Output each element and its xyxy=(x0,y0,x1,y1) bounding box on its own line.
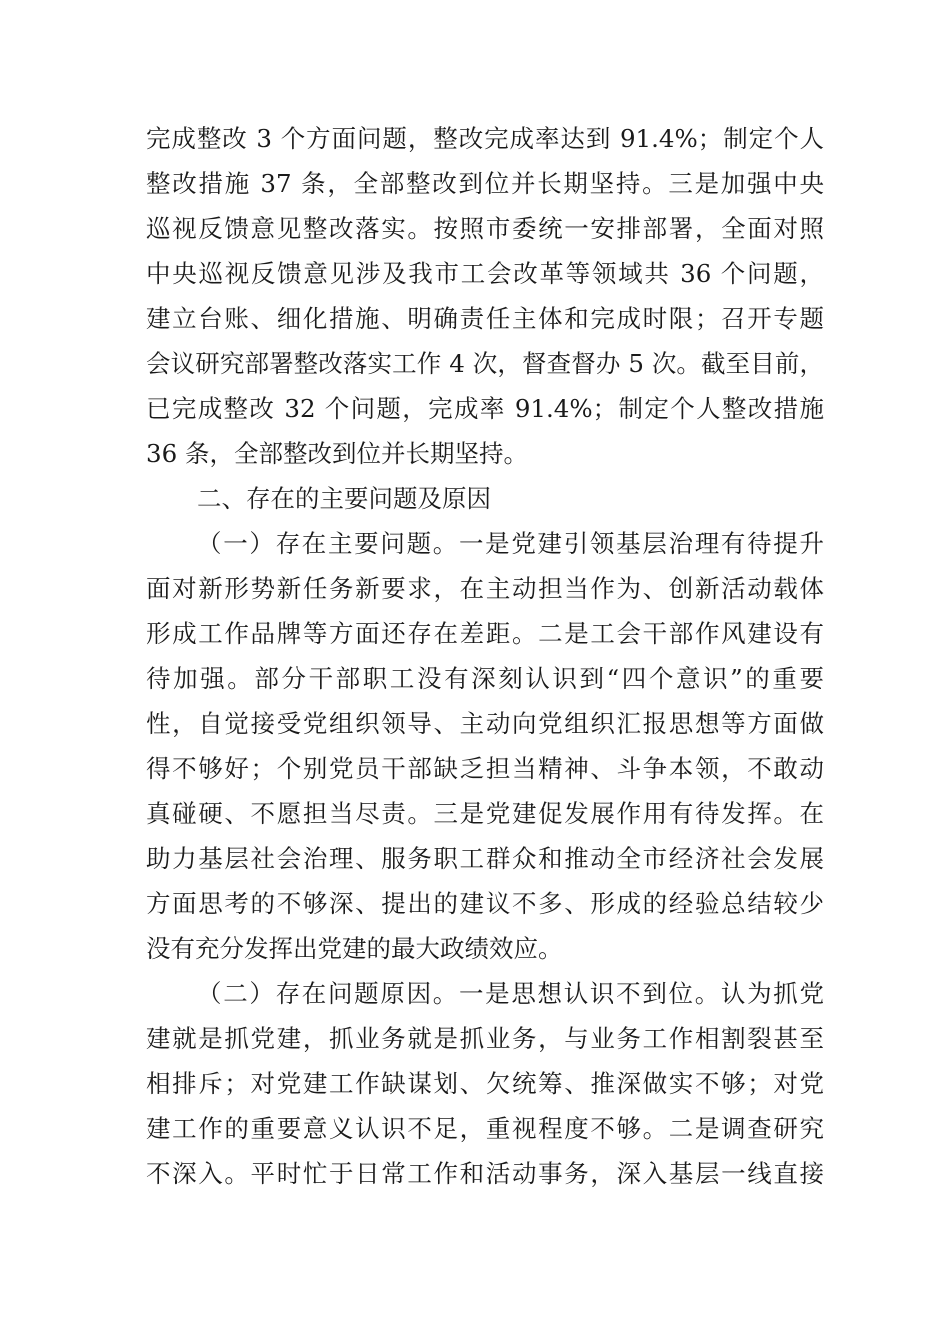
text-line: （二）存在问题原因。一是思想认识不到位。认为抓党 xyxy=(197,979,824,1008)
text-line: 相排斥；对党建工作缺谋划、欠统筹、推深做实不够；对党 xyxy=(146,1069,824,1098)
text-line: 建工作的重要意义认识不足，重视程度不够。二是调查研究 xyxy=(146,1114,824,1143)
text-line: 形成工作品牌等方面还存在差距。二是工会干部作风建设有 xyxy=(146,619,824,648)
text-line: 建就是抓党建，抓业务就是抓业务，与业务工作相割裂甚至 xyxy=(146,1024,824,1053)
text-line: 方面思考的不够深、提出的建议不多、形成的经验总结较少 xyxy=(146,889,824,918)
text-line: 巡视反馈意见整改落实。按照市委统一安排部署，全面对照 xyxy=(146,214,824,243)
text-line: 完成整改 3 个方面问题，整改完成率达到 91.4%；制定个人 xyxy=(146,124,824,153)
text-line: （一）存在主要问题。一是党建引领基层治理有待提升 xyxy=(197,529,824,558)
text-line: 真碰硬、不愿担当尽责。三是党建促发展作用有待发挥。在 xyxy=(146,799,824,828)
text-line: 助力基层社会治理、服务职工群众和推动全市经济社会发展 xyxy=(146,844,824,873)
text-line: 会议研究部署整改落实工作 4 次，督查督办 5 次。截至目前， xyxy=(146,349,824,378)
text-line: 得不够好；个别党员干部缺乏担当精神、斗争本领，不敢动 xyxy=(146,754,824,783)
text-line: 面对新形势新任务新要求，在主动担当作为、创新活动载体 xyxy=(146,574,824,603)
text-line: 36 条，全部整改到位并长期坚持。 xyxy=(146,439,528,468)
text-line: 建立台账、细化措施、明确责任主体和完成时限；召开专题 xyxy=(146,304,824,333)
section-heading: 二、存在的主要问题及原因 xyxy=(197,484,491,513)
text-line: 不深入。平时忙于日常工作和活动事务，深入基层一线直接 xyxy=(146,1159,824,1188)
text-line: 待加强。部分干部职工没有深刻认识到“四个意识”的重要 xyxy=(146,664,824,693)
text-line: 中央巡视反馈意见涉及我市工会改革等领域共 36 个问题， xyxy=(146,259,824,288)
text-line: 整改措施 37 条，全部整改到位并长期坚持。三是加强中央 xyxy=(146,169,824,198)
text-line: 没有充分发挥出党建的最大政绩效应。 xyxy=(146,934,563,963)
text-line: 性，自觉接受党组织领导、主动向党组织汇报思想等方面做 xyxy=(146,709,824,738)
text-line: 已完成整改 32 个问题，完成率 91.4%；制定个人整改措施 xyxy=(146,394,824,423)
